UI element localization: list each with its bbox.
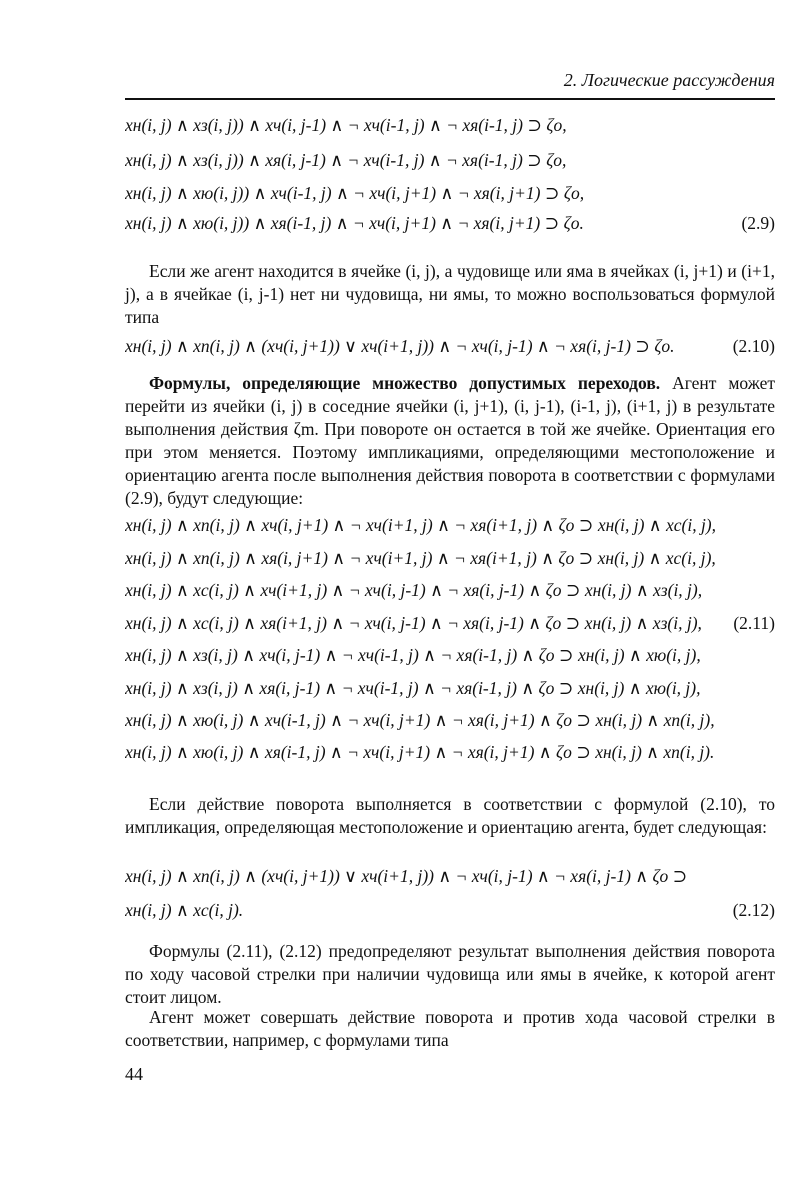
formula-line: xн(i, j) ∧ xп(i, j) ∧ xя(i, j+1) ∧ ¬ xч(i+1, j) ∧ ¬ xя(i+1, j) ∧ ζо ⊃ xн(i, j) ∧ xс(i, j), xyxy=(125,548,716,568)
paragraph: Если же агент находится в ячейке (i, j), а чудовище или яма в ячейках (i, j+1) и (i+1, j), а в ячейкае (i, j-1) нет ни чудовища, ни ямы, то можно воспользоваться формулой типа xyxy=(125,261,775,327)
equation-number: (2.12) xyxy=(732,900,775,920)
running-header: 2. Логические рассуждения xyxy=(563,70,775,90)
paragraph-text: Агент может перейти из ячейки (i, j) в соседние ячейки (i, j+1), (i, j-1), (i-1, j), (i+1, j) в результате выполнения действия ζm. При повороте он остается в той же ячейке. Ориентация его при этом меняется. Поэтому импликациями, определяющими местоположение и ориентацию агента после выполнения действия поворота в соответствии с формулами (2.9), будут следующие: xyxy=(125,373,776,508)
formula-line xyxy=(125,613,775,634)
formula-line: xн(i, j) ∧ xз(i, j) ∧ xч(i, j-1) ∧ ¬ xч(i-1, j) ∧ ¬ xя(i-1, j) ∧ ζо ⊃ xн(i, j) ∧ xю(i, j), xyxy=(125,645,701,665)
formula-text: xн(i, j) ∧ xс(i, j) ∧ xя(i+1, j) ∧ ¬ xч(i, j-1) ∧ ¬ xя(i, j-1) ∧ ζо ⊃ xн(i, j) ∧ xз(i, j), xyxy=(125,613,702,633)
formula-text: xн(i, j) ∧ xю(i, j)) ∧ xя(i-1, j) ∧ ¬ xч(i, j+1) ∧ ¬ xя(i, j+1) ⊃ ζо. xyxy=(125,213,584,233)
paragraph xyxy=(125,372,775,510)
equation-number: (2.11) xyxy=(733,613,775,633)
formula-line: xн(i, j) ∧ xз(i, j)) ∧ xя(i, j-1) ∧ ¬ xч(i-1, j) ∧ ¬ xя(i-1, j) ⊃ ζо, xyxy=(125,150,567,170)
paragraph: Формулы (2.11), (2.12) предопределяют результат выполнения действия поворота по ходу часовой стрелки при наличии чудовища или ямы в ячейке, к которой агент стоит лицом. xyxy=(125,941,775,1007)
formula-line: xн(i, j) ∧ xс(i, j) ∧ xч(i+1, j) ∧ ¬ xч(i, j-1) ∧ ¬ xя(i, j-1) ∧ ζо ⊃ xн(i, j) ∧ xз(i, j), xyxy=(125,580,703,600)
equation-number: (2.9) xyxy=(741,213,775,233)
equation-number: (2.10) xyxy=(732,336,775,356)
formula-line: xн(i, j) ∧ xю(i, j)) ∧ xч(i-1, j) ∧ ¬ xч(i, j+1) ∧ ¬ xя(i, j+1) ⊃ ζо, xyxy=(125,183,585,203)
paragraph: Если действие поворота выполняется в соответствии с формулой (2.10), то импликация, определяющая местоположение и ориентацию агента, будет следующая: xyxy=(125,794,775,837)
formula-line: xн(i, j) ∧ xп(i, j) ∧ (xч(i, j+1)) ∨ xч(i+1, j)) ∧ ¬ xч(i, j-1) ∧ ¬ xя(i, j-1) ∧ ζо ⊃ xyxy=(125,866,688,886)
section-run-in-heading: Формулы, определяющие множество допустимых переходов. xyxy=(149,373,661,393)
formula-line xyxy=(125,336,775,357)
formula-line: xн(i, j) ∧ xз(i, j) ∧ xя(i, j-1) ∧ ¬ xч(i-1, j) ∧ ¬ xя(i-1, j) ∧ ζо ⊃ xн(i, j) ∧ xю(i, j), xyxy=(125,678,701,698)
formula-line: xн(i, j) ∧ xю(i, j) ∧ xя(i-1, j) ∧ ¬ xч(i, j+1) ∧ ¬ xя(i, j+1) ∧ ζо ⊃ xн(i, j) ∧ xп(i, j). xyxy=(125,742,715,762)
formula-line xyxy=(125,900,775,921)
formula-text: xн(i, j) ∧ xс(i, j). xyxy=(125,900,244,920)
formula-text: xн(i, j) ∧ xп(i, j) ∧ (xч(i, j+1)) ∨ xч(i+1, j)) ∧ ¬ xч(i, j-1) ∧ ¬ xя(i, j-1) ⊃ ζо. xyxy=(125,336,675,356)
formula-line xyxy=(125,213,775,234)
header-rule xyxy=(125,98,775,100)
page-number: 44 xyxy=(125,1064,143,1084)
formula-line: xн(i, j) ∧ xз(i, j)) ∧ xч(i, j-1) ∧ ¬ xч(i-1, j) ∧ ¬ xя(i-1, j) ⊃ ζо, xyxy=(125,115,567,135)
formula-line: xн(i, j) ∧ xп(i, j) ∧ xч(i, j+1) ∧ ¬ xч(i+1, j) ∧ ¬ xя(i+1, j) ∧ ζо ⊃ xн(i, j) ∧ xс(i, j), xyxy=(125,515,717,535)
paragraph: Агент может совершать действие поворота и против хода часовой стрелки в соответствии, например, с формулами типа xyxy=(125,1007,775,1050)
formula-line: xн(i, j) ∧ xю(i, j) ∧ xч(i-1, j) ∧ ¬ xч(i, j+1) ∧ ¬ xя(i, j+1) ∧ ζо ⊃ xн(i, j) ∧ xп(i, j), xyxy=(125,710,715,730)
